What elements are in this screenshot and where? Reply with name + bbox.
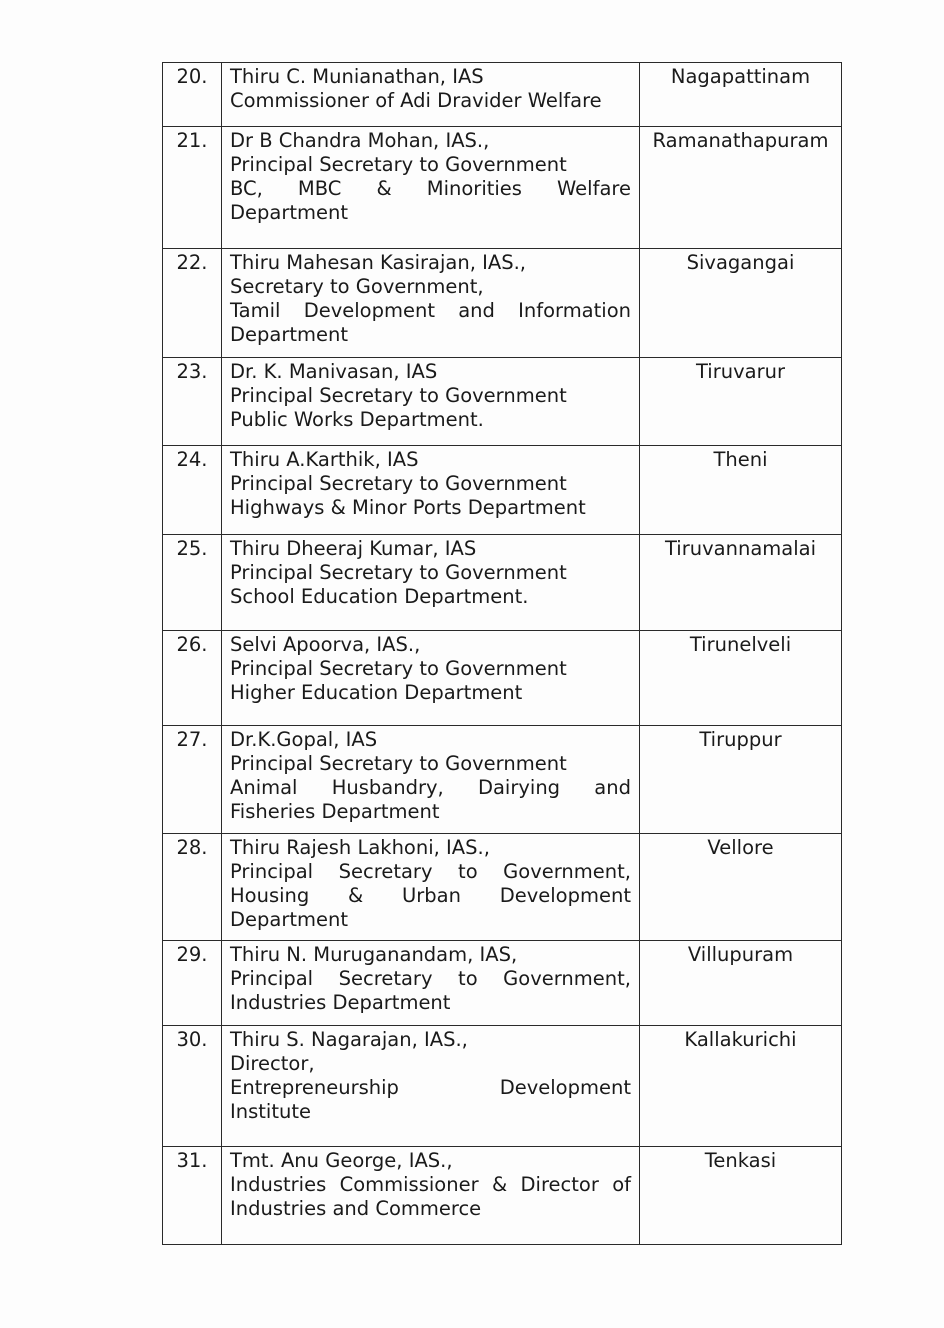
serial-number: 25. [163, 535, 222, 631]
table-row [163, 941, 842, 1026]
officer-line: Fisheries Department [230, 800, 440, 823]
officer-line: Thiru S. Nagarajan, IAS., [230, 1028, 468, 1051]
officer-line: Principal Secretary to Government [230, 384, 567, 407]
district-cell: Tiruvarur [640, 358, 842, 446]
officer-cell [222, 631, 640, 726]
serial-number: 28. [163, 834, 222, 941]
officer-line: Thiru Mahesan Kasirajan, IAS., [230, 251, 526, 274]
officer-line: Institute [230, 1100, 311, 1123]
officer-line: BC, MBC & Minorities Welfare [230, 177, 631, 200]
officer-line: Principal Secretary to Government, [230, 967, 631, 990]
officer-line: Thiru Dheeraj Kumar, IAS [230, 537, 477, 560]
serial-number: 26. [163, 631, 222, 726]
table-row [163, 834, 842, 941]
officer-line: Highways & Minor Ports Department [230, 496, 586, 519]
officer-line: Selvi Apoorva, IAS., [230, 633, 421, 656]
district-cell: Tenkasi [640, 1147, 842, 1245]
officer-cell [222, 249, 640, 358]
officer-line: Dr. K. Manivasan, IAS [230, 360, 438, 383]
table-row [163, 249, 842, 358]
table-row [163, 446, 842, 535]
officer-line: Thiru C. Munianathan, IAS [230, 65, 484, 88]
table-row [163, 358, 842, 446]
serial-number: 27. [163, 726, 222, 834]
district-cell: Ramanathapuram [640, 127, 842, 249]
officer-line: Industries Commissioner & Director of [230, 1173, 631, 1196]
table-row [163, 1147, 842, 1245]
officer-line: Department [230, 908, 348, 931]
serial-number: 31. [163, 1147, 222, 1245]
officer-cell [222, 941, 640, 1026]
officer-line: Commissioner of Adi Dravider Welfare [230, 89, 602, 112]
officer-line: Thiru N. Muruganandam, IAS, [230, 943, 518, 966]
officer-line: Principal Secretary to Government, [230, 860, 631, 883]
officer-cell [222, 358, 640, 446]
table-row [163, 726, 842, 834]
officer-line: Principal Secretary to Government [230, 561, 567, 584]
table-row [163, 63, 842, 127]
officer-line: Industries and Commerce [230, 1197, 482, 1220]
serial-number: 20. [163, 63, 222, 127]
serial-number: 24. [163, 446, 222, 535]
district-cell: Tirunelveli [640, 631, 842, 726]
officer-line: Department [230, 323, 348, 346]
officer-cell [222, 63, 640, 127]
officer-line: Principal Secretary to Government [230, 657, 567, 680]
officer-line: Principal Secretary to Government [230, 472, 567, 495]
officer-line: Industries Department [230, 991, 451, 1014]
serial-number: 29. [163, 941, 222, 1026]
district-cell: Villupuram [640, 941, 842, 1026]
officer-cell [222, 535, 640, 631]
district-cell: Theni [640, 446, 842, 535]
district-cell: Vellore [640, 834, 842, 941]
officer-line: Higher Education Department [230, 681, 523, 704]
district-cell: Tiruvannamalai [640, 535, 842, 631]
officer-line: Tmt. Anu George, IAS., [230, 1149, 453, 1172]
officer-line: Director, [230, 1052, 315, 1075]
serial-number: 22. [163, 249, 222, 358]
officer-cell [222, 834, 640, 941]
officer-line: Thiru A.Karthik, IAS [230, 448, 419, 471]
officer-line: Principal Secretary to Government [230, 752, 567, 775]
officer-line: Housing & Urban Development [230, 884, 631, 907]
officer-line: Entrepreneurship Development [230, 1076, 631, 1099]
district-cell: Kallakurichi [640, 1026, 842, 1147]
officer-cell [222, 1147, 640, 1245]
officer-cell [222, 127, 640, 249]
officer-line: School Education Department. [230, 585, 529, 608]
serial-number: 23. [163, 358, 222, 446]
officer-line: Dr B Chandra Mohan, IAS., [230, 129, 490, 152]
officer-line: Department [230, 201, 348, 224]
officer-line: Tamil Development and Information [230, 299, 631, 322]
officer-cell [222, 446, 640, 535]
table-row [163, 535, 842, 631]
officer-line: Animal Husbandry, Dairying and [230, 776, 631, 799]
serial-number: 30. [163, 1026, 222, 1147]
officer-line: Thiru Rajesh Lakhoni, IAS., [230, 836, 490, 859]
officer-line: Public Works Department. [230, 408, 484, 431]
table-row [163, 631, 842, 726]
officer-line: Dr.K.Gopal, IAS [230, 728, 378, 751]
district-cell: Tiruppur [640, 726, 842, 834]
district-cell: Sivagangai [640, 249, 842, 358]
officer-cell [222, 726, 640, 834]
officer-cell [222, 1026, 640, 1147]
table-row [163, 127, 842, 249]
officer-line: Principal Secretary to Government [230, 153, 567, 176]
district-cell: Nagapattinam [640, 63, 842, 127]
serial-number: 21. [163, 127, 222, 249]
officers-table [162, 62, 842, 1245]
table-row [163, 1026, 842, 1147]
officer-line: Secretary to Government, [230, 275, 484, 298]
